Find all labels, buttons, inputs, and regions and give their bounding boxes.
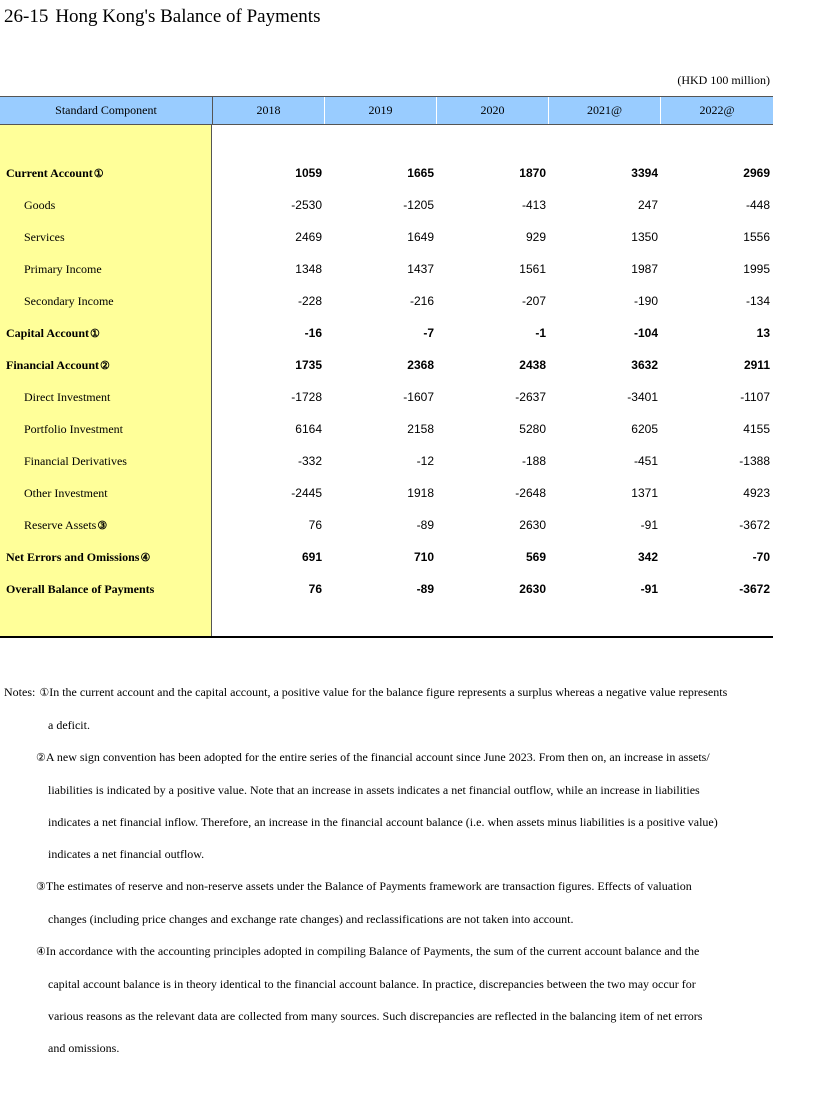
note-item: [4, 676, 826, 741]
table-row: [0, 546, 773, 568]
cell-value: 4923: [743, 486, 770, 500]
table-row: [0, 290, 773, 312]
cell-value: 76: [308, 582, 322, 596]
unit-label: (HKD 100 million): [677, 73, 770, 87]
cell-value: 2368: [407, 358, 434, 372]
note-first-line: [4, 676, 826, 709]
table-title: Hong Kong's Balance of Payments: [55, 6, 321, 27]
cell-value: -91: [640, 582, 658, 596]
cell-value: 247: [637, 198, 658, 212]
note-mark: ②: [36, 752, 46, 764]
row-label: [24, 418, 123, 440]
note-item: [4, 935, 826, 1064]
cell-value: -2445: [291, 486, 322, 500]
cell-value: 1995: [743, 262, 770, 276]
cell-value: -3401: [627, 390, 658, 404]
row-label-text: Services: [24, 230, 65, 244]
table-row: [0, 514, 773, 536]
cell-value: -89: [416, 518, 434, 532]
cell-value: 1649: [407, 230, 434, 244]
cell-value: -3672: [739, 518, 770, 532]
table-row: [0, 482, 773, 504]
row-label-text: Primary Income: [24, 262, 102, 276]
cell-value: 3394: [631, 166, 658, 180]
table-row: [0, 578, 773, 600]
cell-value: 1348: [295, 262, 322, 276]
note-reference-mark: ①: [93, 168, 104, 180]
note-continuation-line: indicates a net financial inflow. Therefore, an increase in the financial account balance (i.e. when assets minus liabilities is a positive value): [48, 815, 718, 829]
note-continuation-line: liabilities is indicated by a positive value. Note that an increase in assets indicates a net financial outflow, while an increase in liabilities: [48, 783, 700, 797]
table-row: [0, 450, 773, 472]
cell-value: 2469: [295, 230, 322, 244]
row-label: [24, 386, 110, 408]
row-label-text: Other Investment: [24, 486, 108, 500]
header-year-2018: 2018: [213, 97, 325, 124]
note-mark: ①: [39, 687, 50, 699]
note-continuation-line: various reasons as the relevant data are collected from many sources. Such discrepancies are reflected in the balancing item of net errors: [48, 1009, 703, 1023]
cell-value: -89: [416, 582, 434, 596]
cell-value: -228: [297, 294, 322, 308]
row-label-text: Current Account: [6, 166, 93, 180]
row-label-text: Overall Balance of Payments: [6, 582, 155, 596]
cell-value: -1728: [291, 390, 322, 404]
table-number: 26-15: [4, 6, 49, 27]
note-text: In the current account and the capital account, a positive value for the balance figure represents a surplus whereas a negative value represents: [49, 685, 728, 699]
notes-prefix: Notes:: [4, 685, 36, 699]
table-row: [0, 162, 773, 184]
row-label: [24, 258, 102, 280]
row-label-text: Financial Account: [6, 358, 100, 372]
cell-value: 2969: [743, 166, 770, 180]
cell-value: 2630: [519, 518, 546, 532]
cell-value: 691: [301, 550, 322, 564]
table-row: [0, 194, 773, 216]
cell-value: 929: [525, 230, 546, 244]
cell-value: 1665: [407, 166, 434, 180]
note-mark: ④: [36, 946, 46, 958]
cell-value: -12: [416, 454, 434, 468]
cell-value: -190: [633, 294, 658, 308]
note-first-line: [4, 870, 826, 903]
row-label-text: Secondary Income: [24, 294, 114, 308]
note-first-line: [4, 935, 826, 968]
cell-value: 6164: [295, 422, 322, 436]
row-label-text: Direct Investment: [24, 390, 111, 404]
cell-value: -207: [521, 294, 546, 308]
table-row: [0, 418, 773, 440]
cell-value: -16: [304, 326, 322, 340]
cell-value: -1205: [403, 198, 434, 212]
cell-value: 76: [308, 518, 322, 532]
note-reference-mark: ④: [140, 552, 151, 564]
cell-value: 3632: [631, 358, 658, 372]
table-header: [0, 96, 773, 125]
header-standard-component: Standard Component: [0, 97, 213, 124]
note-continuation-line: and omissions.: [48, 1041, 120, 1055]
cell-value: -2637: [515, 390, 546, 404]
cell-value: 1437: [407, 262, 434, 276]
note-mark: ③: [36, 881, 46, 893]
cell-value: 1735: [295, 358, 322, 372]
row-label: [24, 290, 114, 312]
table-row: [0, 354, 773, 376]
cell-value: -188: [521, 454, 546, 468]
row-label: [24, 194, 55, 216]
cell-value: 2630: [519, 582, 546, 596]
header-year-2022: 2022@: [699, 103, 735, 117]
row-label: [6, 322, 100, 345]
cell-value: 1371: [631, 486, 658, 500]
cell-value: 13: [756, 326, 770, 340]
note-reference-mark: ②: [100, 360, 110, 372]
cell-value: 569: [525, 550, 546, 564]
cell-value: -216: [409, 294, 434, 308]
table-row: [0, 386, 773, 408]
cell-value: -134: [745, 294, 770, 308]
header-year-2020: 2020: [437, 97, 549, 124]
note-item: [4, 870, 826, 935]
cell-value: 5280: [519, 422, 546, 436]
header-year-2021: 2021@: [549, 97, 661, 124]
note-reference-mark: ③: [97, 520, 108, 532]
note-text: The estimates of reserve and non-reserve assets under the Balance of Payments framework are transaction figures. Effects of valuation: [45, 879, 692, 893]
row-label: [24, 226, 65, 248]
note-continuation-line: changes (including price changes and exchange rate changes) and reclassifications are not taken into account.: [48, 912, 574, 926]
note-continuation-line: indicates a net financial outflow.: [48, 847, 205, 861]
cell-value: 1561: [519, 262, 546, 276]
note-text: A new sign convention has been adopted for the entire series of the financial account since June 2023. From then on, an increase in assets/: [45, 750, 710, 764]
note-continuation-line: capital account balance is in theory identical to the financial account balance. In practice, discrepancies between the two may occur for: [48, 977, 696, 991]
cell-value: -1: [535, 326, 546, 340]
cell-value: 710: [413, 550, 434, 564]
cell-value: -104: [633, 326, 658, 340]
row-label: [6, 354, 110, 377]
cell-value: 1556: [743, 230, 770, 244]
cell-value: -1107: [740, 390, 770, 404]
cell-value: 2438: [519, 358, 546, 372]
cell-value: 2911: [743, 358, 770, 372]
cell-value: -1388: [739, 454, 770, 468]
cell-value: -332: [297, 454, 322, 468]
page-title: [4, 6, 320, 28]
cell-value: -413: [521, 198, 546, 212]
note-continuation-line: a deficit.: [48, 718, 90, 732]
row-label: [24, 514, 107, 537]
row-label-text: Goods: [24, 198, 56, 212]
header-year-2019: 2019: [325, 97, 437, 124]
cell-value: -2648: [515, 486, 546, 500]
row-label: [6, 162, 104, 185]
cell-value: 1870: [519, 166, 546, 180]
table-row: [0, 258, 773, 280]
cell-value: 4155: [743, 422, 770, 436]
cell-value: 1350: [631, 230, 658, 244]
cell-value: 1059: [295, 166, 322, 180]
note-item: [4, 741, 826, 870]
cell-value: -2530: [291, 198, 322, 212]
cell-value: 6205: [631, 422, 658, 436]
cell-value: -451: [633, 454, 658, 468]
row-label-text: Portfolio Investment: [24, 422, 123, 436]
row-label-text: Financial Derivatives: [24, 454, 127, 468]
row-label-text: Net Errors and Omissions: [6, 550, 140, 564]
cell-value: -7: [423, 326, 434, 340]
cell-value: -448: [745, 198, 770, 212]
table-row: [0, 322, 773, 344]
cell-value: -1607: [403, 390, 434, 404]
note-text: In accordance with the accounting principles adopted in compiling Balance of Payments, the sum of the current account balance and the: [45, 944, 700, 958]
table-bottom-rule: [0, 636, 773, 638]
cell-value: 342: [637, 550, 658, 564]
row-label: [24, 482, 108, 504]
table-row: [0, 226, 773, 248]
cell-value: -3672: [739, 582, 770, 596]
cell-value: -70: [752, 550, 770, 564]
note-reference-mark: ①: [90, 328, 100, 340]
note-first-line: [4, 741, 826, 774]
row-label: [6, 546, 150, 569]
cell-value: 2158: [407, 422, 434, 436]
notes-section: [4, 676, 826, 1064]
row-label: [24, 450, 127, 472]
cell-value: 1987: [631, 262, 658, 276]
cell-value: 1918: [407, 486, 434, 500]
row-label-text: Reserve Assets: [24, 518, 97, 532]
cell-value: -91: [640, 518, 658, 532]
row-label-text: Capital Account: [6, 326, 90, 340]
row-label: [6, 578, 154, 600]
